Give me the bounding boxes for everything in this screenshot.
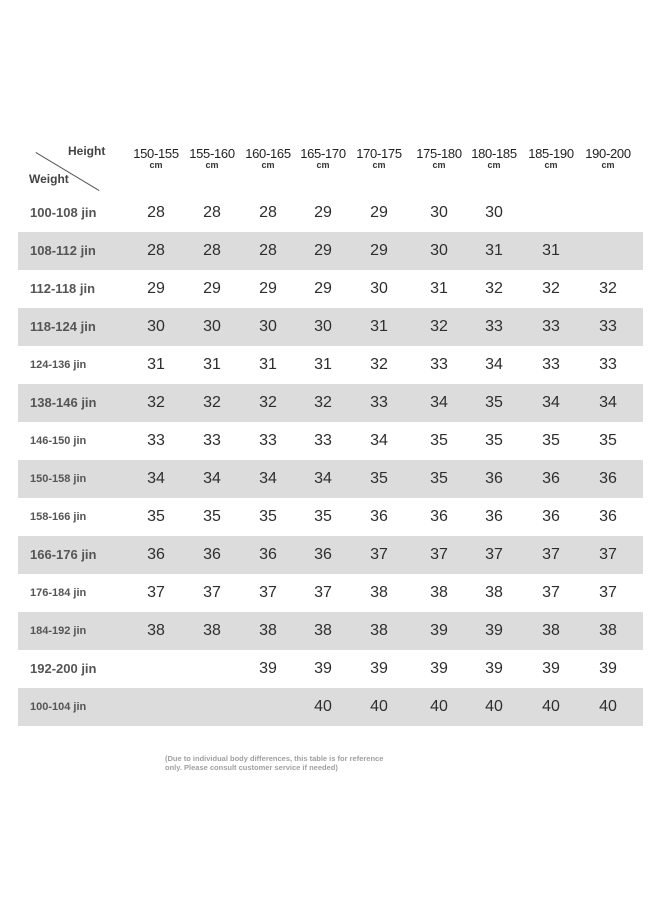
size-cell: 40 [370, 698, 388, 715]
size-cell: 28 [203, 204, 221, 221]
size-cell [136, 650, 176, 688]
size-cell: 39 [314, 660, 332, 677]
size-cell: 35 [203, 508, 221, 525]
size-cell: 35 [147, 508, 165, 525]
column-header [523, 146, 579, 169]
table-row [18, 270, 643, 308]
size-cell: 29 [314, 204, 332, 221]
table-row [18, 612, 643, 650]
size-cell: 36 [314, 546, 332, 563]
size-cell: 37 [430, 546, 448, 563]
size-cell: 35 [599, 432, 617, 449]
row-weight-label: 112-118 jin [30, 281, 96, 296]
column-unit: cm [316, 160, 330, 170]
size-cell [588, 194, 628, 232]
size-cell: 30 [370, 280, 388, 297]
size-cell: 34 [147, 470, 165, 487]
size-cell: 36 [542, 508, 560, 525]
column-header [411, 146, 467, 169]
column-unit: cm [149, 160, 163, 170]
row-weight-label: 192-200 jin [30, 661, 97, 676]
size-cell: 32 [542, 280, 560, 297]
column-height-range: 180-185 [471, 146, 517, 161]
size-cell: 37 [314, 584, 332, 601]
size-cell: 34 [314, 470, 332, 487]
column-unit: cm [544, 160, 558, 170]
column-header [466, 146, 522, 169]
size-cell [531, 194, 571, 232]
column-header [295, 146, 351, 169]
size-cell: 30 [314, 318, 332, 335]
size-cell: 33 [599, 356, 617, 373]
size-cell: 29 [370, 242, 388, 259]
size-cell: 33 [485, 318, 503, 335]
size-cell: 33 [203, 432, 221, 449]
column-unit: cm [372, 160, 386, 170]
row-weight-label: 176-184 jin [30, 587, 87, 599]
size-cell: 38 [542, 622, 560, 639]
table-row [18, 422, 643, 460]
table-row [18, 346, 643, 384]
size-cell: 39 [430, 660, 448, 677]
table-row [18, 384, 643, 422]
size-cell: 40 [542, 698, 560, 715]
size-cell: 34 [599, 394, 617, 411]
column-unit: cm [432, 160, 446, 170]
size-cell: 36 [259, 546, 277, 563]
column-header [184, 146, 240, 169]
height-axis-label: Height [68, 144, 106, 158]
size-cell: 33 [430, 356, 448, 373]
size-cell: 30 [259, 318, 277, 335]
table-row [18, 574, 643, 612]
column-unit: cm [601, 160, 615, 170]
size-cell: 39 [485, 622, 503, 639]
column-height-range: 170-175 [356, 146, 402, 161]
size-cell: 40 [485, 698, 503, 715]
size-cell: 37 [485, 546, 503, 563]
size-cell: 37 [259, 584, 277, 601]
size-cell: 28 [147, 242, 165, 259]
size-cell: 34 [370, 432, 388, 449]
size-cell: 31 [314, 356, 332, 373]
size-cell: 34 [542, 394, 560, 411]
size-cell: 37 [203, 584, 221, 601]
size-cell: 38 [485, 584, 503, 601]
size-cell: 39 [259, 660, 277, 677]
column-height-range: 190-200 [585, 146, 631, 161]
size-cell: 39 [370, 660, 388, 677]
size-cell: 37 [599, 546, 617, 563]
table-body [18, 194, 643, 726]
table-row [18, 194, 643, 232]
size-cell: 35 [485, 432, 503, 449]
size-cell [588, 232, 628, 270]
size-cell: 30 [485, 204, 503, 221]
size-cell: 31 [370, 318, 388, 335]
size-cell: 31 [430, 280, 448, 297]
size-cell: 39 [430, 622, 448, 639]
column-height-range: 150-155 [133, 146, 179, 161]
column-height-range: 165-170 [300, 146, 346, 161]
size-cell: 39 [485, 660, 503, 677]
weight-axis-label: Weight [29, 172, 69, 186]
table-row [18, 308, 643, 346]
size-cell: 28 [259, 204, 277, 221]
column-unit: cm [261, 160, 275, 170]
size-cell: 30 [430, 242, 448, 259]
size-cell: 38 [430, 584, 448, 601]
size-cell: 37 [147, 584, 165, 601]
size-cell: 28 [203, 242, 221, 259]
size-cell: 37 [599, 584, 617, 601]
size-cell: 29 [314, 242, 332, 259]
row-weight-label: 118-124 jin [30, 319, 96, 334]
size-cell: 33 [542, 356, 560, 373]
size-cell: 34 [430, 394, 448, 411]
table-header-row [18, 134, 643, 194]
column-unit: cm [487, 160, 501, 170]
size-cell: 36 [147, 546, 165, 563]
size-cell: 37 [370, 546, 388, 563]
size-cell: 39 [599, 660, 617, 677]
column-height-range: 155-160 [189, 146, 235, 161]
row-weight-label: 146-150 jin [30, 435, 87, 447]
size-cell: 29 [314, 280, 332, 297]
size-cell: 38 [370, 622, 388, 639]
column-header [580, 146, 636, 169]
size-cell: 36 [485, 470, 503, 487]
column-header [240, 146, 296, 169]
size-cell: 29 [203, 280, 221, 297]
size-cell: 33 [314, 432, 332, 449]
row-weight-label: 150-158 jin [30, 473, 87, 485]
size-cell: 36 [542, 470, 560, 487]
size-cell: 29 [147, 280, 165, 297]
size-cell: 31 [147, 356, 165, 373]
row-weight-label: 100-108 jin [30, 205, 97, 220]
size-cell: 38 [147, 622, 165, 639]
size-cell: 37 [542, 546, 560, 563]
size-cell: 36 [203, 546, 221, 563]
size-cell: 35 [370, 470, 388, 487]
column-height-range: 175-180 [416, 146, 462, 161]
size-cell: 33 [599, 318, 617, 335]
table-row [18, 536, 643, 574]
size-cell: 36 [599, 470, 617, 487]
footnote-line-1: (Due to individual body differences, this table is for reference [165, 754, 384, 763]
size-cell: 30 [147, 318, 165, 335]
size-cell: 33 [259, 432, 277, 449]
size-cell: 35 [259, 508, 277, 525]
table-row [18, 498, 643, 536]
row-weight-label: 100-104 jin [30, 701, 87, 713]
size-cell [248, 688, 288, 726]
column-height-range: 185-190 [528, 146, 574, 161]
size-cell: 32 [430, 318, 448, 335]
size-cell: 39 [542, 660, 560, 677]
size-cell: 36 [370, 508, 388, 525]
footnote-line-2: only. Please consult customer service if needed) [165, 763, 338, 772]
size-cell: 32 [203, 394, 221, 411]
size-cell: 29 [370, 204, 388, 221]
size-cell: 40 [599, 698, 617, 715]
size-cell: 32 [147, 394, 165, 411]
size-cell: 38 [203, 622, 221, 639]
size-cell: 38 [259, 622, 277, 639]
size-cell: 36 [430, 508, 448, 525]
size-cell: 28 [259, 242, 277, 259]
table-row [18, 460, 643, 498]
row-weight-label: 108-112 jin [30, 243, 96, 258]
size-cell: 40 [430, 698, 448, 715]
size-cell: 36 [485, 508, 503, 525]
row-weight-label: 184-192 jin [30, 625, 87, 637]
corner-header-cell [18, 134, 114, 194]
table-row [18, 688, 643, 726]
size-cell: 35 [430, 432, 448, 449]
size-cell: 29 [259, 280, 277, 297]
table-row [18, 650, 643, 688]
size-cell: 28 [147, 204, 165, 221]
column-header [128, 146, 184, 169]
row-weight-label: 138-146 jin [30, 395, 97, 410]
size-cell: 33 [542, 318, 560, 335]
size-cell: 34 [203, 470, 221, 487]
size-cell: 32 [599, 280, 617, 297]
row-weight-label: 124-136 jin [30, 359, 87, 371]
size-cell: 30 [430, 204, 448, 221]
row-weight-label: 166-176 jin [30, 547, 97, 562]
disclaimer-footnote [165, 754, 465, 772]
column-header [351, 146, 407, 169]
size-cell: 32 [259, 394, 277, 411]
size-cell: 35 [485, 394, 503, 411]
size-cell: 35 [430, 470, 448, 487]
size-cell: 31 [259, 356, 277, 373]
size-cell: 32 [314, 394, 332, 411]
size-cell: 32 [370, 356, 388, 373]
size-cell: 33 [147, 432, 165, 449]
size-cell: 38 [314, 622, 332, 639]
size-cell: 38 [599, 622, 617, 639]
size-cell: 33 [370, 394, 388, 411]
size-cell: 31 [485, 242, 503, 259]
size-cell [192, 688, 232, 726]
size-cell: 32 [485, 280, 503, 297]
size-cell: 31 [203, 356, 221, 373]
size-cell [192, 650, 232, 688]
size-cell: 38 [370, 584, 388, 601]
size-cell: 34 [259, 470, 277, 487]
size-cell: 31 [542, 242, 560, 259]
size-cell: 37 [542, 584, 560, 601]
size-chart-table [18, 134, 643, 726]
size-cell: 35 [542, 432, 560, 449]
column-height-range: 160-165 [245, 146, 291, 161]
row-weight-label: 158-166 jin [30, 511, 87, 523]
size-cell: 35 [314, 508, 332, 525]
table-row [18, 232, 643, 270]
size-cell: 36 [599, 508, 617, 525]
size-cell [136, 688, 176, 726]
size-cell: 34 [485, 356, 503, 373]
size-cell: 30 [203, 318, 221, 335]
column-unit: cm [205, 160, 219, 170]
size-cell: 40 [314, 698, 332, 715]
